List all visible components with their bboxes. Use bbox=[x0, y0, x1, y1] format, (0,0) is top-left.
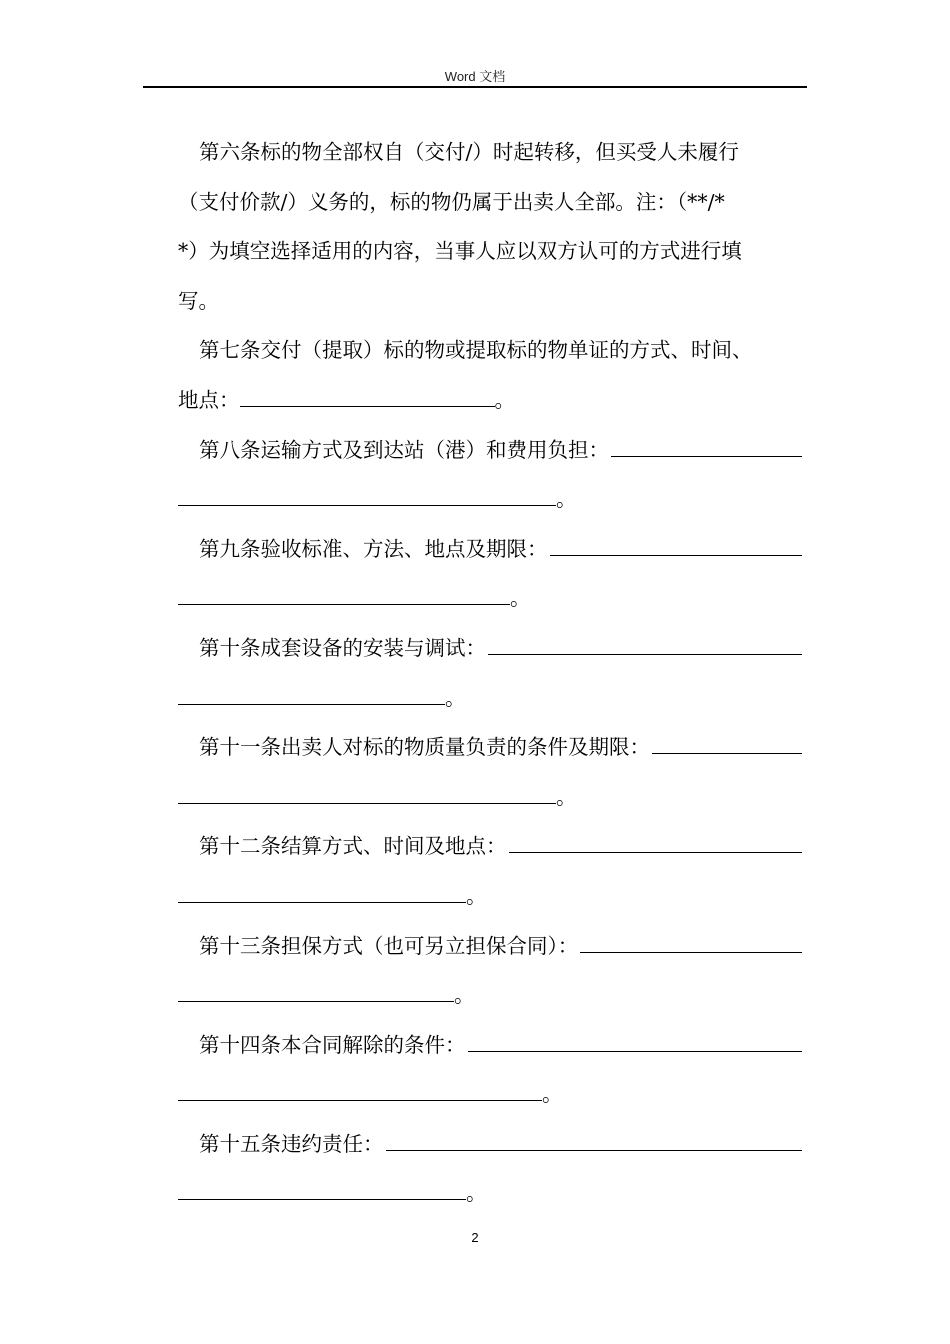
clause-8-end-mark: 。 bbox=[556, 487, 577, 512]
document-body bbox=[178, 128, 802, 1219]
clause-14-blank-2[interactable] bbox=[178, 1099, 542, 1101]
clause-6-line-2: （支付价款/）义务的，标的物仍属于出卖人全部。注：（**/* bbox=[178, 189, 725, 214]
clause-11-line-1 bbox=[178, 723, 802, 773]
clause-9-blank-2[interactable] bbox=[178, 603, 510, 605]
clause-11-end-mark: 。 bbox=[556, 784, 577, 809]
clause-14 bbox=[178, 1021, 802, 1120]
clause-12-blank-2[interactable] bbox=[178, 901, 466, 903]
clause-8-label: 第八条运输方式及到达站（港）和费用负担： bbox=[199, 437, 609, 462]
clause-8-line-1 bbox=[178, 426, 802, 476]
clause-8-blank-1[interactable] bbox=[611, 455, 802, 457]
clause-9-label: 第九条验收标准、方法、地点及期限： bbox=[199, 536, 548, 561]
page-header-title: Word 文档 bbox=[444, 69, 506, 84]
clause-15 bbox=[178, 1120, 802, 1219]
clause-13-end-mark: 。 bbox=[454, 983, 475, 1008]
clause-10-blank-1[interactable] bbox=[488, 653, 802, 655]
clause-11-label: 第十一条出卖人对标的物质量负责的条件及期限： bbox=[199, 735, 650, 760]
clause-12-line-2 bbox=[178, 872, 802, 922]
clause-13-line-2 bbox=[178, 971, 802, 1021]
clause-12-line-1 bbox=[178, 822, 802, 872]
clause-7 bbox=[178, 326, 802, 425]
clause-9-line-2 bbox=[178, 574, 802, 624]
clause-8-line-2 bbox=[178, 475, 802, 525]
clause-9-line-1 bbox=[178, 525, 802, 575]
clause-15-end-mark: 。 bbox=[466, 1181, 487, 1206]
clause-9 bbox=[178, 525, 802, 624]
clause-6 bbox=[178, 128, 802, 326]
clause-11 bbox=[178, 723, 802, 822]
clause-12-end-mark: 。 bbox=[466, 883, 487, 908]
clause-13-label: 第十三条担保方式（也可另立担保合同）： bbox=[199, 933, 579, 958]
clause-15-blank-2[interactable] bbox=[178, 1198, 466, 1200]
clause-10-end-mark: 。 bbox=[445, 685, 466, 710]
clause-9-blank-1[interactable] bbox=[550, 554, 803, 556]
clause-15-label: 第十五条违约责任： bbox=[199, 1131, 384, 1156]
clause-7-location-label: 地点： bbox=[178, 387, 240, 412]
clause-12-blank-1[interactable] bbox=[509, 851, 803, 853]
clause-6-line-1: 第六条标的物全部权自（交付/）时起转移，但买受人未履行 bbox=[199, 140, 739, 164]
clause-14-blank-1[interactable] bbox=[468, 1050, 803, 1052]
clause-13-line-1 bbox=[178, 922, 802, 972]
clause-8-blank-2[interactable] bbox=[178, 504, 556, 506]
clause-10-line-1 bbox=[178, 624, 802, 674]
clause-10 bbox=[178, 624, 802, 723]
clause-11-blank-2[interactable] bbox=[178, 802, 556, 804]
clause-11-blank-1[interactable] bbox=[652, 752, 802, 754]
page-number: 2 bbox=[471, 1230, 479, 1245]
header-divider bbox=[143, 86, 807, 88]
clause-6-line-3: *）为填空选择适用的内容，当事人应以双方认可的方式进行填 bbox=[178, 239, 742, 264]
clause-13-blank-2[interactable] bbox=[178, 1000, 454, 1002]
clause-14-line-1 bbox=[178, 1021, 802, 1071]
clause-14-label: 第十四条本合同解除的条件： bbox=[199, 1032, 466, 1057]
clause-14-end-mark: 。 bbox=[542, 1082, 563, 1107]
clause-14-line-2 bbox=[178, 1070, 802, 1120]
clause-10-line-2 bbox=[178, 674, 802, 724]
clause-15-line-1 bbox=[178, 1120, 802, 1170]
clause-8 bbox=[178, 426, 802, 525]
clause-7-end-mark: 。 bbox=[494, 387, 515, 412]
clause-7-line-2 bbox=[178, 376, 802, 426]
clause-13 bbox=[178, 922, 802, 1021]
clause-6-line-4: 写。 bbox=[178, 288, 219, 313]
clause-13-blank-1[interactable] bbox=[580, 951, 802, 953]
clause-11-line-2 bbox=[178, 773, 802, 823]
clause-9-end-mark: 。 bbox=[510, 586, 531, 611]
clause-7-line-1: 第七条交付（提取）标的物或提取标的物单证的方式、时间、 bbox=[199, 338, 753, 363]
clause-12 bbox=[178, 822, 802, 921]
clause-7-blank[interactable] bbox=[240, 405, 495, 407]
clause-12-label: 第十二条结算方式、时间及地点： bbox=[199, 834, 507, 859]
clause-15-blank-1[interactable] bbox=[386, 1149, 803, 1151]
clause-15-line-2 bbox=[178, 1169, 802, 1219]
clause-10-label: 第十条成套设备的安装与调试： bbox=[199, 635, 486, 660]
clause-10-blank-2[interactable] bbox=[178, 703, 445, 705]
